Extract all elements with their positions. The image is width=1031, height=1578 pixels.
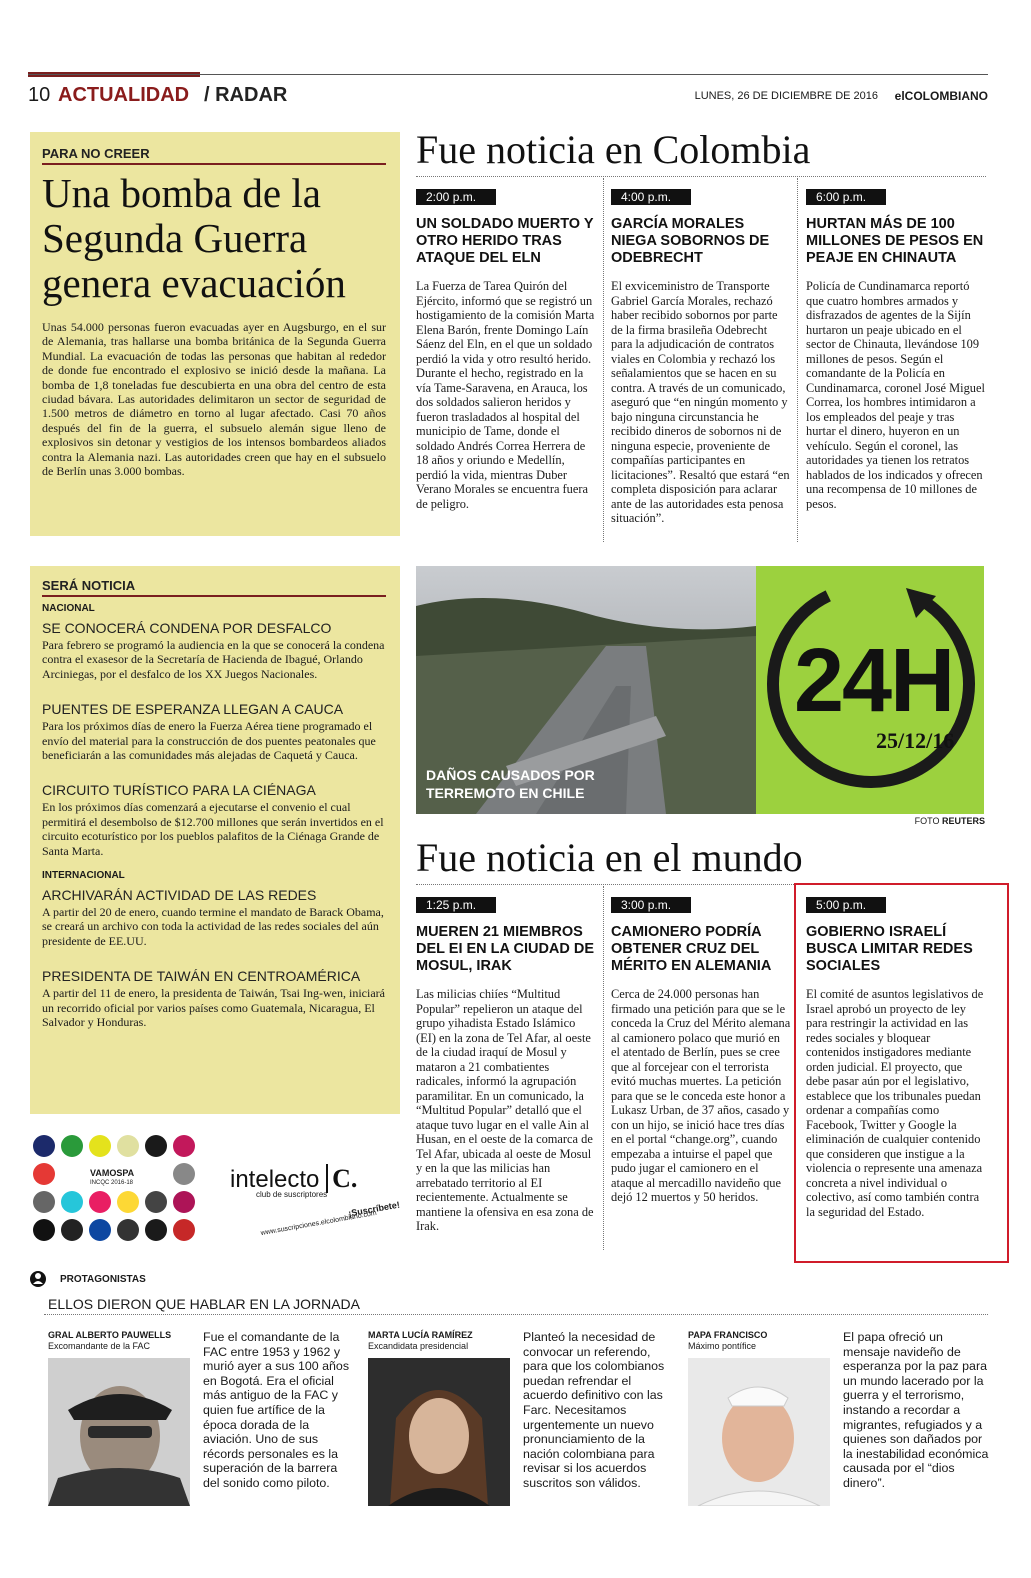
protagonist-text: El papa ofreció un mensaje navideño de esperanza por la paz para un mundo lacerado por la guerra y el terrorismo, instando a recordar a migrantes, refugiados y a quienes son dañados por la inestabilidad económica causada por el “dios dinero”. <box>843 1330 989 1490</box>
protagonistas-label: PROTAGONISTAS <box>60 1274 146 1285</box>
avatar <box>48 1358 190 1506</box>
subscribe-cta[interactable]: ¡Suscríbete! <box>347 1199 401 1219</box>
page-date: LUNES, 26 DE DICIEMBRE DE 2016 <box>694 90 878 102</box>
upcoming-item-title: PRESIDENTA DE TAIWÁN EN CENTROAMÉRICA <box>42 968 361 985</box>
highlight-box <box>794 883 1009 1263</box>
protagonist-card <box>368 1330 668 1510</box>
protagonistas-subtitle: ELLOS DIERON QUE HABLAR EN LA JORNADA <box>48 1296 360 1312</box>
ads-area <box>30 1130 400 1248</box>
news-headline: HURTAN MÁS DE 100 MILLONES DE PESOS EN PEAJE EN CHINAUTA <box>806 216 984 266</box>
avatar <box>368 1358 510 1506</box>
upcoming-item-title: ARCHIVARÁN ACTIVIDAD DE LAS REDES <box>42 887 317 904</box>
para-no-creer-headline: Una bomba de la Segunda Guerra genera evacuación <box>42 170 346 306</box>
para-no-creer-box <box>30 132 400 536</box>
news-headline: UN SOLDADO MUERTO Y OTRO HERIDO TRAS ATAQUE DEL ELN <box>416 216 594 266</box>
mundo-section-title: Fue noticia en el mundo <box>416 835 803 880</box>
protagonist-text: Fue el comandante de la FAC entre 1953 y 1962 y murió ayer a sus 100 años en Bogotá. Era el oficial más antiguo de la FAC y quien fue artífice de la época dorada de la aviación. Uno de sus récords personales es la superación de la barrera del sonido como piloto. <box>203 1330 350 1490</box>
photo-caption-line: TERREMOTO EN CHILE <box>426 785 585 801</box>
page-header <box>28 84 988 110</box>
photo-caption-line: DAÑOS CAUSADOS POR <box>426 767 595 783</box>
news-time: 6:00 p.m. <box>806 189 886 205</box>
sera-noticia-box <box>30 566 400 1114</box>
news-time: 3:00 p.m. <box>611 897 691 913</box>
photo-caption <box>426 766 595 802</box>
protagonist-name: GRAL ALBERTO PAUWELLS <box>48 1330 172 1340</box>
upcoming-item-body: A partir del 11 de enero, la presidenta de Taiwán, Tsai Ing-wen, iniciará un recorrido oficial por varios países como Guatemala, Nicaragua, El Salvador y Honduras. <box>42 986 385 1030</box>
protagonist-text: Planteó la necesidad de convocar un referendo, para que los colombianos puedan refrendar el acuerdo definitivo con las Farc. Necesitamos urgentemente un nuevo pronunciamiento de la nación colombiana para revisar si los acuerdos suscritos son válidos. <box>523 1330 665 1490</box>
news-time: 1:25 p.m. <box>416 897 496 913</box>
protagonist-name: PAPA FRANCISCO <box>688 1330 768 1340</box>
category-nacional: NACIONAL <box>42 603 95 614</box>
news-time: 4:00 p.m. <box>611 189 691 205</box>
news-body: El comité de asuntos legislativos de Israel aprobó un proyecto de ley para restringir la actividad en las redes sociales y bloquear contenidos instigadores mediante orden judicial. El proyecto, que debe pasar aún por el legislativo, establece que los tribunales puedan ordenar a compañías como Facebook, Twitter y Google la eliminación de cualquier contenido que consideren que instigue a la violencia o represente una amenaza concreta a nivel individual o colectivo, así como también contra la seguridad del Estado. <box>806 987 984 1219</box>
brand-mark: C. <box>326 1164 357 1193</box>
ad-logo-sub: INCQC 2016-18 <box>90 1180 134 1186</box>
upcoming-item-body: A partir del 20 de enero, cuando termine el mandato de Barack Obama, se creará un archivo con toda la actividad de las redes sociales del aún presidente de EE.UU. <box>42 905 384 948</box>
upcoming-item-title: PUENTES DE ESPERANZA LLEGAN A CAUCA <box>42 701 344 718</box>
subsection-name: / RADAR <box>204 84 288 106</box>
protagonist-card <box>688 1330 988 1510</box>
avatar <box>688 1358 830 1506</box>
protagonist-role: Excandidata presidencial <box>368 1341 469 1351</box>
category-internacional: INTERNACIONAL <box>42 870 125 882</box>
news-headline: MUEREN 21 MIEMBROS DEL EI EN LA CIUDAD DE MOSUL, IRAK <box>416 924 595 974</box>
24h-logo-date: 25/12/16 <box>876 728 955 753</box>
intelecto-ad[interactable] <box>220 1130 400 1248</box>
news-time: 5:00 p.m. <box>806 897 886 913</box>
protagonist-role: Máximo pontífice <box>688 1341 757 1351</box>
column-divider <box>797 178 798 542</box>
protagonist-photo <box>48 1358 190 1506</box>
news-body: Las milicias chiíes “Multitud Popular” repelieron un ataque del grupo yihadista Estado Islámico (EI) en la zona de Tel Afar, al oeste de la ciudad iraquí de Mosul y mataron a 21 combatientes radicales, informó la agrupación paramilitar. En un comunicado, la “Multitud Popular” detalló que el ataque tuvo lugar en el valle Ain al Husan, en el oeste de la comarca de Tel Afar, ubicada al oeste de Mosul y en la que las milicias han arrebatado territorio al EI recientemente. Actualmente se mantiene la ofensiva en esa zona de Irak. <box>416 987 594 1233</box>
color-chart-ad <box>30 1130 200 1248</box>
news-time: 2:00 p.m. <box>416 189 496 205</box>
colombia-news-item <box>416 188 596 511</box>
news-body: La Fuerza de Tarea Quirón del Ejército, informó que se registró un hostigamiento de la comisión Marta Elena Barón, frente Domingo Laín Sáenz del Eln, en el que un soldado perdió la vida y otro resultó herido. Durante el hecho, registrado en la vía Tame-Saravena, en Arauca, los dos soldados salieron heridos y fueron trasladados al hospital del municipio de Tame, donde el soldado Andrés Correa Herrera de 18 años y oriundo e Medellín, perdió la vida, mientras Duber Verano Morales se encuentra fuera de peligro. <box>416 279 595 511</box>
column-divider <box>603 178 604 542</box>
colombia-section-title: Fue noticia en Colombia <box>416 127 811 172</box>
color-swatches <box>30 1130 200 1248</box>
24h-logo-text: 24H <box>794 631 954 731</box>
ad-logo-text: VAMOSPA <box>90 1168 135 1178</box>
upcoming-item-body: Para febrero se programó la audiencia en la que se conocerá la condena contra el exasesor de la Secretaría de Hacienda de Ibagué, Orlando Arciniegas, por el desfalco de los XX Juegos Nacionales. <box>42 638 385 681</box>
kicker-rule <box>42 595 386 597</box>
photo-credit-agency: REUTERS <box>941 816 985 826</box>
page-number: 10 <box>28 84 51 106</box>
protagonist-card <box>48 1330 348 1510</box>
brand-name: intelecto <box>230 1166 320 1193</box>
protagonist-name: MARTA LUCÍA RAMÍREZ <box>368 1330 473 1340</box>
person-icon <box>30 1270 46 1288</box>
upcoming-item-body: En los próximos días comenzará a ejecutarse el convenio el cual permitirá el desembolso de $12.700 millones que serán invertidos en el circuito ecoturístico por los pueblos palafitos de la Ciénaga Grande de Santa Marta. <box>42 800 384 858</box>
protagonistas-rule <box>44 1314 988 1315</box>
protagonist-photo <box>368 1358 510 1506</box>
mundo-news-item <box>416 896 596 1234</box>
news-body: Cerca de 24.000 personas han firmado una petición para que se le conceda la Cruz del Mérito alemana al camionero polaco que murió en el atentado de Berlín, pues se cree que al forcejear con el terrorista evitó muchas muertes. La petición para que se le conceda este honor a Lukasz Urban, de 37 años, casado y con un hijo, se inició hace tres días en el portal “change.org”, cuando empezaba a intuirse el papel que pudo jugar el camionero en el ataque al mercadillo navideño que dejó 12 muertos y 50 heridos. <box>611 987 791 1204</box>
section-name: ACTUALIDAD <box>58 84 190 106</box>
subscribe-url[interactable]: www.suscripciones.elcolombiano.com <box>260 1209 378 1238</box>
news-body: Policía de Cundinamarca reportó que cuatro hombres armados y disfrazados de agentes de la Sijín hurtaron un peaje ubicado en el sector de Chinauta, llevándose 109 millones de pesos. Según el comandante de la Policía en Cundinamarca, coronel José Miguel Correa, los hombres intimidaron a los empleados del peaje y tras hurtar el dinero, huyeron en un vehículo. Según el coronel, las autoridades ya tienen los retratos hablados de los indicados y ofrecen una recompensa de 10 millones de pesos. <box>806 279 985 511</box>
brand-sub: club de suscriptores <box>256 1190 328 1199</box>
protagonist-role: Excomandante de la FAC <box>48 1341 151 1351</box>
colombia-news-item <box>806 188 986 511</box>
colombia-news-item <box>611 188 791 526</box>
sera-noticia-kicker: SERÁ NOTICIA <box>42 578 136 593</box>
news-body: El exviceministro de Transporte Gabriel García Morales, rechazó haber recibido sobornos por parte de la firma brasileña Odebrecht para la adjudicación de contratos viales en Colombia y rechazó los señalamientos que se hacen en su contra. A través de un comunicado, aseguró que “en ningún momento y bajo ninguna circunstancia he recibido dineros de sobornos ni de ninguna especie, proveniente de compañías participantes en licitaciones”. Resaltó que estará “en completa disposición para aclarar ante de las autoridades esta penosa situación”. <box>611 279 790 525</box>
news-headline: CAMIONERO PODRÍA OBTENER CRUZ DEL MÉRITO EN ALEMANIA <box>611 924 772 974</box>
upcoming-item-title: SE CONOCERÁ CONDENA POR DESFALCO <box>42 620 332 636</box>
mundo-news-item <box>611 896 791 1205</box>
header-rule <box>28 74 988 75</box>
earthquake-photo <box>416 566 984 814</box>
photo-credit-prefix: FOTO <box>914 816 940 826</box>
para-no-creer-kicker: PARA NO CREER <box>42 146 150 161</box>
photo-credit <box>915 816 985 826</box>
para-no-creer-body: Unas 54.000 personas fueron evacuadas ayer en Augsburgo, en el sur de Alemania, tras hallarse una bomba británica de la Segunda Guerra Mundial. La evacuación de todas las personas que habitan al rededor de donde fue encontrado el explosivo se inició desde la mañana. La bomba de 1,8 toneladas fue descubierta en una obra del centro de esta ciudad bávara. Las autoridades delimitaron un sector de seguridad de 1.500 metros de diámetro en torno al lugar afectado. Casi 70 años después del fin de la guerra, el subsuelo alemán sigue lleno de explosivos sin detonar y vestigios de los intensos bombardeos aliados contra la Alemania nazi. Las autoridades creen que hay en el subsuelo de Berlín unas 3.000 bombas. <box>42 320 386 479</box>
news-headline: GARCÍA MORALES NIEGA SOBORNOS DE ODEBRECHT <box>611 216 770 266</box>
newspaper-name: elCOLOMBIANO <box>894 89 988 103</box>
column-divider <box>603 886 604 1250</box>
news-headline: GOBIERNO ISRAELÍ BUSCA LIMITAR REDES SOCIALES <box>806 924 973 974</box>
colombia-title-rule <box>416 176 986 177</box>
kicker-rule <box>42 163 386 165</box>
upcoming-item-body: Para los próximos días de enero la Fuerza Aérea tiene programado el envío del material para la construcción de dos puentes peatonales que beneficiarán a las comunidades más alejadas de Caquetá y Cauca. <box>42 719 376 763</box>
upcoming-item-title: CIRCUITO TURÍSTICO PARA LA CIÉNAGA <box>42 782 316 799</box>
protagonist-photo <box>688 1358 830 1506</box>
